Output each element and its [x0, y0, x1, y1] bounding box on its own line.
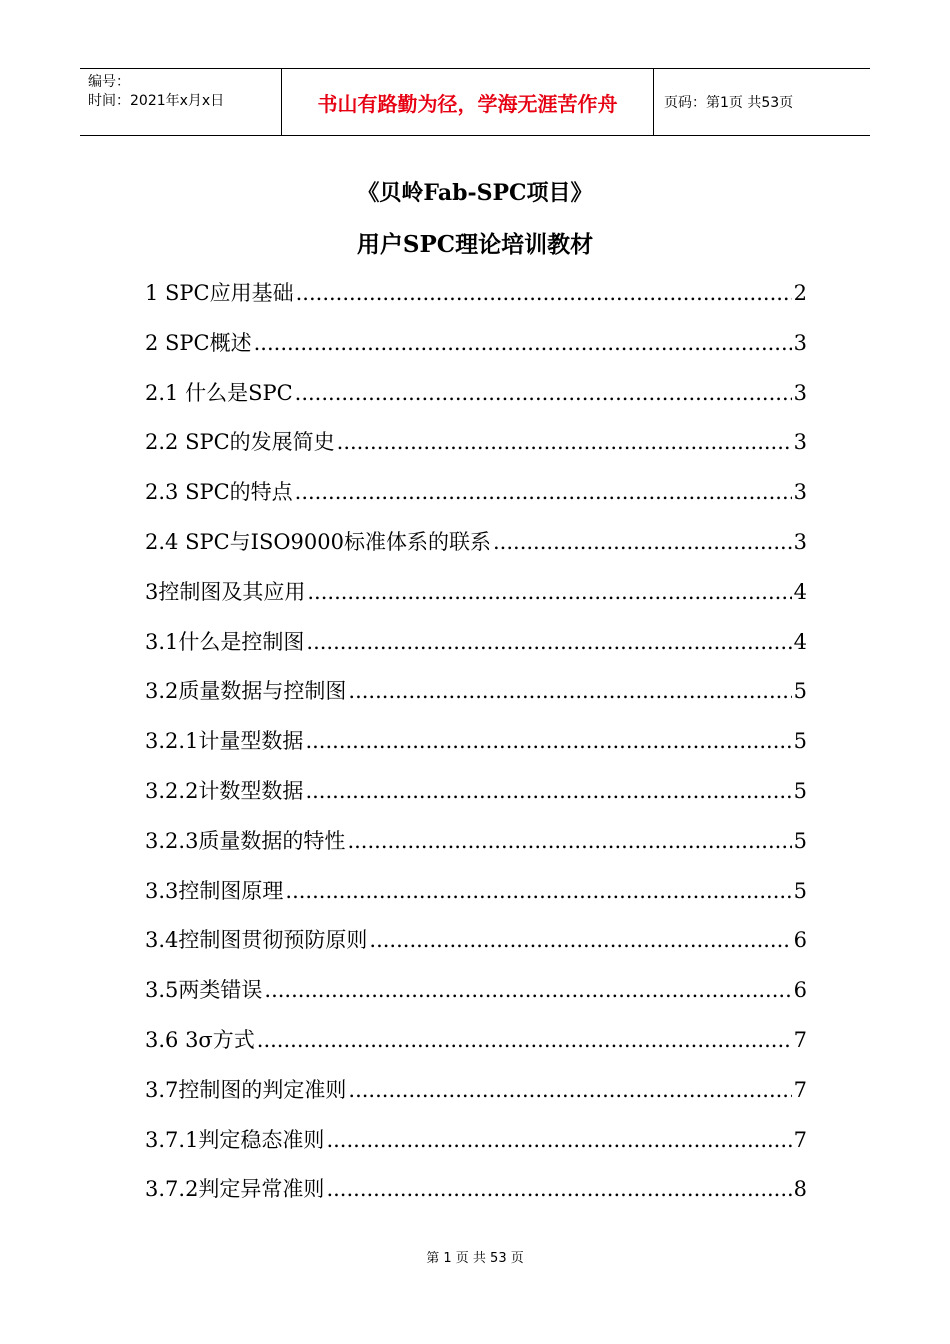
- toc-dot-leader: [307, 575, 791, 609]
- toc-entry-page: 3: [793, 380, 807, 405]
- toc-entry-page: 4: [793, 579, 807, 604]
- document-time-label: 时间：2021年x月x日: [88, 93, 225, 109]
- toc-entry[interactable]: [145, 1073, 807, 1123]
- toc-entry-label: 2.1 什么是SPC: [145, 380, 293, 405]
- toc-entry[interactable]: [145, 276, 807, 326]
- toc-dot-leader: [493, 525, 792, 559]
- toc-entry[interactable]: [145, 326, 807, 376]
- toc-entry[interactable]: [145, 774, 807, 824]
- toc-dot-leader: [305, 774, 791, 808]
- toc-entry-label: 3.7.2判定异常准则: [145, 1177, 325, 1202]
- header-motto: 书山有路勤为径，学海无涯苦作舟: [282, 69, 654, 135]
- toc-entry-page: 3: [793, 480, 807, 505]
- toc-dot-leader: [306, 625, 791, 659]
- header-meta-cell: [80, 69, 282, 135]
- toc-dot-leader: [295, 475, 792, 509]
- toc-entry-page: 5: [793, 778, 807, 803]
- toc-entry-label: 3.3控制图原理: [145, 878, 284, 903]
- toc-entry-page: 3: [793, 330, 807, 355]
- toc-entry[interactable]: [145, 575, 807, 625]
- toc-dot-leader: [305, 724, 791, 758]
- toc-entry-label: 3控制图及其应用: [145, 579, 306, 604]
- toc-dot-leader: [369, 923, 791, 957]
- toc-entry[interactable]: [145, 824, 807, 874]
- toc-entry-page: 7: [793, 1127, 807, 1152]
- toc-entry[interactable]: [145, 674, 807, 724]
- toc-entry-page: 6: [793, 928, 807, 953]
- toc-entry[interactable]: [145, 724, 807, 774]
- toc-entry-page: 5: [793, 828, 807, 853]
- toc-dot-leader: [337, 425, 792, 459]
- toc-dot-leader: [295, 376, 792, 410]
- toc-entry[interactable]: [145, 874, 807, 924]
- toc-entry-page: 6: [793, 978, 807, 1003]
- toc-entry-label: 3.6 3σ方式: [145, 1027, 255, 1052]
- toc-entry-page: 3: [793, 529, 807, 554]
- toc-entry-page: 5: [793, 729, 807, 754]
- document-title: 《贝岭Fab-SPC项目》: [357, 180, 593, 206]
- toc-entry-label: 2.2 SPC的发展简史: [145, 430, 335, 455]
- toc-entry-page: 5: [793, 878, 807, 903]
- toc-entry[interactable]: [145, 923, 807, 973]
- toc-entry[interactable]: [145, 1123, 807, 1173]
- table-of-contents: [145, 276, 807, 1222]
- toc-dot-leader: [348, 674, 791, 708]
- toc-entry-label: 3.4控制图贯彻预防原则: [145, 928, 368, 953]
- toc-entry-label: 3.7.1判定稳态准则: [145, 1127, 325, 1152]
- toc-dot-leader: [257, 1023, 792, 1057]
- page-footer: 第 1 页 共 53 页: [426, 1251, 524, 1266]
- toc-entry-label: 1 SPC应用基础: [145, 281, 294, 305]
- toc-entry-label: 3.7控制图的判定准则: [145, 1077, 347, 1102]
- toc-dot-leader: [296, 276, 792, 310]
- toc-entry-label: 2.3 SPC的特点: [145, 480, 293, 505]
- toc-entry-label: 3.1什么是控制图: [145, 629, 305, 654]
- toc-entry-page: 7: [793, 1027, 807, 1052]
- toc-entry-label: 3.2.3质量数据的特性: [145, 828, 346, 853]
- toc-entry[interactable]: [145, 376, 807, 426]
- toc-entry-page: 3: [793, 430, 807, 455]
- toc-dot-leader: [285, 874, 791, 908]
- toc-entry-label: 2 SPC概述: [145, 330, 252, 355]
- toc-entry-page: 5: [793, 679, 807, 704]
- toc-entry[interactable]: [145, 973, 807, 1023]
- toc-dot-leader: [326, 1172, 791, 1206]
- toc-entry[interactable]: [145, 475, 807, 525]
- toc-entry-label: 3.2.1计量型数据: [145, 729, 304, 754]
- toc-entry-label: 3.2质量数据与控制图: [145, 679, 347, 704]
- toc-dot-leader: [347, 824, 791, 858]
- toc-entry-page: 4: [793, 629, 807, 654]
- toc-entry-page: 8: [793, 1177, 807, 1202]
- toc-entry-page: 2: [793, 281, 807, 305]
- document-number-label: 编号：: [88, 74, 130, 90]
- toc-entry-label: 3.5两类错误: [145, 978, 263, 1003]
- toc-dot-leader: [326, 1123, 791, 1157]
- page-header: [80, 68, 870, 136]
- toc-entry[interactable]: [145, 425, 807, 475]
- toc-entry[interactable]: [145, 1023, 807, 1073]
- toc-entry-label: 3.2.2计数型数据: [145, 778, 304, 803]
- toc-entry[interactable]: [145, 1172, 807, 1222]
- toc-dot-leader: [348, 1073, 791, 1107]
- toc-entry[interactable]: [145, 525, 807, 575]
- toc-entry[interactable]: [145, 625, 807, 675]
- toc-entry-label: 2.4 SPC与ISO9000标准体系的联系: [145, 529, 491, 554]
- toc-dot-leader: [254, 326, 792, 360]
- toc-dot-leader: [264, 973, 791, 1007]
- toc-entry-page: 7: [793, 1077, 807, 1102]
- header-page-info: 页码：第1页 共53页: [664, 95, 794, 111]
- document-subtitle: 用户SPC理论培训教材: [356, 231, 594, 258]
